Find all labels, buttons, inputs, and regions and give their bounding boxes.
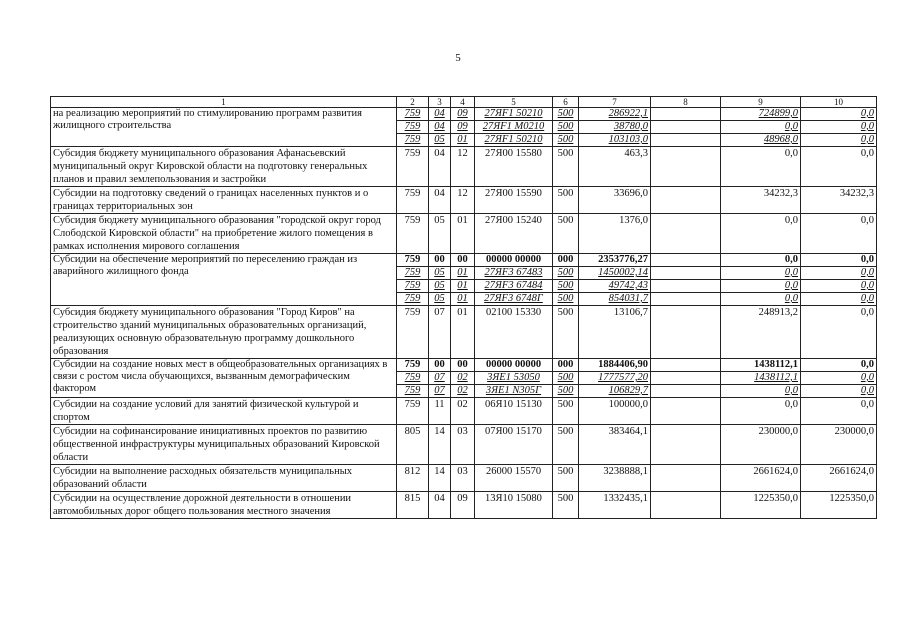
col-section: 05 [429, 267, 451, 280]
col-grbs: 759 [397, 293, 429, 306]
col-amount-2025: 0,0 [801, 121, 877, 134]
col-amount-empty [651, 147, 721, 187]
table-row [51, 108, 877, 121]
column-number-3: 3 [429, 97, 451, 108]
col-amount-2024: 34232,3 [721, 187, 801, 214]
col-amount-2025: 34232,3 [801, 187, 877, 214]
col-amount-2024: 0,0 [721, 214, 801, 254]
col-target-article: 27ЯF3 67484 [475, 280, 553, 293]
col-section: 04 [429, 187, 451, 214]
table-row [51, 398, 877, 425]
col-grbs: 812 [397, 465, 429, 492]
col-amount-empty [651, 214, 721, 254]
col-target-article: 00000 00000 [475, 254, 553, 267]
col-amount-2024: 0,0 [721, 398, 801, 425]
table-row [51, 214, 877, 254]
col-subsection: 01 [451, 134, 475, 147]
col-section: 05 [429, 293, 451, 306]
col-amount-2023: 106829,7 [579, 385, 651, 398]
col-grbs: 759 [397, 214, 429, 254]
row-description: Субсидии на софинансирование инициативных проектов по развитию общественной инфраструктуры муниципальных образований Кировской области [51, 425, 397, 465]
col-amount-2025: 0,0 [801, 254, 877, 267]
col-amount-2024: 230000,0 [721, 425, 801, 465]
row-description: Субсидии на подготовку сведений о границах населенных пунктов и о границах территориальных зон [51, 187, 397, 214]
col-amount-2023: 13106,7 [579, 306, 651, 359]
col-amount-2025: 0,0 [801, 108, 877, 121]
col-grbs: 759 [397, 385, 429, 398]
row-description: Субсидия бюджету муниципального образования "городской округ город Слободской Кировской области" на приобретение жилого помещения в рамках исполнения мирового соглашения [51, 214, 397, 254]
col-expense-type: 000 [553, 359, 579, 372]
col-section: 04 [429, 492, 451, 519]
col-amount-2025: 0,0 [801, 372, 877, 385]
col-expense-type: 500 [553, 465, 579, 492]
col-subsection: 12 [451, 147, 475, 187]
col-target-article: 07Я00 15170 [475, 425, 553, 465]
col-amount-2025: 2661624,0 [801, 465, 877, 492]
row-description: Субсидии на создание новых мест в общеобразовательных организациях в связи с ростом числа обучающихся, вызванным демографическим фактором [51, 359, 397, 398]
col-amount-2023: 463,3 [579, 147, 651, 187]
col-grbs: 759 [397, 359, 429, 372]
col-expense-type: 500 [553, 280, 579, 293]
col-target-article: 27Я00 15240 [475, 214, 553, 254]
col-expense-type: 500 [553, 398, 579, 425]
col-amount-2023: 2353776,27 [579, 254, 651, 267]
col-expense-type: 500 [553, 214, 579, 254]
row-description: Субсидии на создание условий для занятий физической культурой и спортом [51, 398, 397, 425]
row-description: Субсидии на обеспечение мероприятий по переселению граждан из аварийного жилищного фонда [51, 254, 397, 306]
col-expense-type: 500 [553, 121, 579, 134]
col-section: 04 [429, 147, 451, 187]
col-amount-empty [651, 359, 721, 372]
col-subsection: 01 [451, 280, 475, 293]
col-subsection: 09 [451, 492, 475, 519]
col-grbs: 759 [397, 398, 429, 425]
col-amount-2025: 1225350,0 [801, 492, 877, 519]
col-expense-type: 500 [553, 492, 579, 519]
column-number-2: 2 [397, 97, 429, 108]
column-number-9: 9 [721, 97, 801, 108]
col-section: 07 [429, 385, 451, 398]
col-subsection: 03 [451, 425, 475, 465]
col-grbs: 805 [397, 425, 429, 465]
col-subsection: 02 [451, 398, 475, 425]
column-number-6: 6 [553, 97, 579, 108]
table-row [51, 187, 877, 214]
col-subsection: 01 [451, 267, 475, 280]
col-amount-2024: 724899,0 [721, 108, 801, 121]
col-amount-empty [651, 121, 721, 134]
col-amount-empty [651, 465, 721, 492]
col-amount-empty [651, 425, 721, 465]
col-amount-empty [651, 372, 721, 385]
column-number-10: 10 [801, 97, 877, 108]
col-amount-empty [651, 187, 721, 214]
col-amount-empty [651, 108, 721, 121]
col-target-article: 27Я00 15580 [475, 147, 553, 187]
col-amount-empty [651, 398, 721, 425]
col-target-article: 27ЯF3 6748Г [475, 293, 553, 306]
col-amount-2024: 0,0 [721, 267, 801, 280]
col-amount-2024: 0,0 [721, 280, 801, 293]
table-row [51, 425, 877, 465]
col-subsection: 01 [451, 293, 475, 306]
col-amount-2023: 1450002,14 [579, 267, 651, 280]
col-subsection: 03 [451, 465, 475, 492]
col-target-article: 3ЯЕ1 53050 [475, 372, 553, 385]
col-section: 00 [429, 254, 451, 267]
col-amount-2025: 0,0 [801, 385, 877, 398]
col-section: 07 [429, 372, 451, 385]
col-target-article: 27ЯF1 50210 [475, 108, 553, 121]
col-amount-2023: 1777577,20 [579, 372, 651, 385]
page-number: 5 [455, 52, 461, 64]
col-subsection: 09 [451, 121, 475, 134]
col-amount-2023: 1376,0 [579, 214, 651, 254]
col-amount-2023: 3238888,1 [579, 465, 651, 492]
col-grbs: 815 [397, 492, 429, 519]
col-target-article: 27ЯF1 50210 [475, 134, 553, 147]
col-target-article: 02100 15330 [475, 306, 553, 359]
col-section: 14 [429, 465, 451, 492]
col-grbs: 759 [397, 306, 429, 359]
col-expense-type: 500 [553, 306, 579, 359]
col-section: 11 [429, 398, 451, 425]
col-amount-2024: 1225350,0 [721, 492, 801, 519]
col-amount-2024: 1438112,1 [721, 359, 801, 372]
column-number-8: 8 [651, 97, 721, 108]
col-amount-empty [651, 306, 721, 359]
col-subsection: 09 [451, 108, 475, 121]
table-row [51, 359, 877, 372]
col-target-article: 27ЯF3 67483 [475, 267, 553, 280]
col-grbs: 759 [397, 108, 429, 121]
column-number-4: 4 [451, 97, 475, 108]
row-description: Субсидия бюджету муниципального образования Афанасьевский муниципальный округ Кировской области на подготовку генеральных планов и правил землепользования и застройки [51, 147, 397, 187]
col-section: 14 [429, 425, 451, 465]
col-section: 05 [429, 134, 451, 147]
col-amount-2025: 0,0 [801, 293, 877, 306]
col-grbs: 759 [397, 280, 429, 293]
table-row [51, 465, 877, 492]
col-amount-2024: 2661624,0 [721, 465, 801, 492]
col-target-article: 06Я10 15130 [475, 398, 553, 425]
col-target-article: 00000 00000 [475, 359, 553, 372]
col-amount-empty [651, 267, 721, 280]
col-amount-2024: 0,0 [721, 293, 801, 306]
col-amount-2024: 0,0 [721, 254, 801, 267]
col-amount-2023: 286922,1 [579, 108, 651, 121]
col-grbs: 759 [397, 267, 429, 280]
col-subsection: 00 [451, 359, 475, 372]
col-grbs: 759 [397, 372, 429, 385]
col-section: 04 [429, 121, 451, 134]
col-subsection: 02 [451, 372, 475, 385]
col-amount-2024: 0,0 [721, 147, 801, 187]
col-subsection: 02 [451, 385, 475, 398]
col-section: 05 [429, 214, 451, 254]
col-amount-2024: 0,0 [721, 121, 801, 134]
col-amount-empty [651, 293, 721, 306]
col-expense-type: 500 [553, 372, 579, 385]
table-row [51, 147, 877, 187]
col-amount-2023: 49742,43 [579, 280, 651, 293]
table-row [51, 306, 877, 359]
col-amount-2024: 1438112,1 [721, 372, 801, 385]
col-amount-2023: 1884406,90 [579, 359, 651, 372]
col-expense-type: 500 [553, 425, 579, 465]
col-grbs: 759 [397, 254, 429, 267]
col-amount-2025: 0,0 [801, 306, 877, 359]
col-subsection: 01 [451, 306, 475, 359]
col-grbs: 759 [397, 147, 429, 187]
col-expense-type: 500 [553, 147, 579, 187]
col-expense-type: 500 [553, 187, 579, 214]
col-amount-2025: 230000,0 [801, 425, 877, 465]
col-amount-2023: 33696,0 [579, 187, 651, 214]
col-expense-type: 500 [553, 385, 579, 398]
col-amount-2025: 0,0 [801, 147, 877, 187]
col-amount-empty [651, 492, 721, 519]
col-target-article: 27Я00 15590 [475, 187, 553, 214]
budget-table [50, 96, 877, 519]
col-amount-2025: 0,0 [801, 280, 877, 293]
col-amount-2025: 0,0 [801, 267, 877, 280]
col-target-article: 3ЯЕ1 N305Г [475, 385, 553, 398]
column-number-1: 1 [51, 97, 397, 108]
col-target-article: 26000 15570 [475, 465, 553, 492]
column-number-7: 7 [579, 97, 651, 108]
col-amount-2024: 248913,2 [721, 306, 801, 359]
col-amount-2024: 0,0 [721, 385, 801, 398]
col-expense-type: 500 [553, 108, 579, 121]
col-subsection: 01 [451, 214, 475, 254]
col-amount-empty [651, 254, 721, 267]
col-grbs: 759 [397, 121, 429, 134]
col-subsection: 12 [451, 187, 475, 214]
row-description: Субсидии на выполнение расходных обязательств муниципальных образований области [51, 465, 397, 492]
col-expense-type: 000 [553, 254, 579, 267]
col-section: 07 [429, 306, 451, 359]
column-number-5: 5 [475, 97, 553, 108]
table-row [51, 492, 877, 519]
col-amount-2023: 383464,1 [579, 425, 651, 465]
col-section: 05 [429, 280, 451, 293]
col-grbs: 759 [397, 187, 429, 214]
row-description: на реализацию мероприятий по стимулированию программ развития жилищного строительства [51, 108, 397, 147]
col-subsection: 00 [451, 254, 475, 267]
col-amount-2025: 0,0 [801, 214, 877, 254]
col-section: 04 [429, 108, 451, 121]
col-amount-2023: 854031,7 [579, 293, 651, 306]
col-amount-2025: 0,0 [801, 134, 877, 147]
col-amount-empty [651, 134, 721, 147]
col-amount-2023: 1332435,1 [579, 492, 651, 519]
col-target-article: 13Я10 15080 [475, 492, 553, 519]
col-amount-empty [651, 280, 721, 293]
col-amount-2025: 0,0 [801, 359, 877, 372]
header-row [51, 97, 877, 108]
col-expense-type: 500 [553, 134, 579, 147]
col-amount-2023: 38780,0 [579, 121, 651, 134]
col-expense-type: 500 [553, 267, 579, 280]
col-section: 00 [429, 359, 451, 372]
row-description: Субсидии на осуществление дорожной деятельности в отношении автомобильных дорог общего пользования местного значения [51, 492, 397, 519]
col-amount-2023: 100000,0 [579, 398, 651, 425]
col-expense-type: 500 [553, 293, 579, 306]
row-description: Субсидия бюджету муниципального образования "Город Киров" на строительство зданий муниципальных образовательных организаций, реализующих основную образовательную программу дошкольного образования [51, 306, 397, 359]
col-amount-2024: 48968,0 [721, 134, 801, 147]
col-grbs: 759 [397, 134, 429, 147]
col-amount-empty [651, 385, 721, 398]
col-amount-2023: 103103,0 [579, 134, 651, 147]
col-target-article: 27ЯF1 М0210 [475, 121, 553, 134]
col-amount-2025: 0,0 [801, 398, 877, 425]
table-row [51, 254, 877, 267]
